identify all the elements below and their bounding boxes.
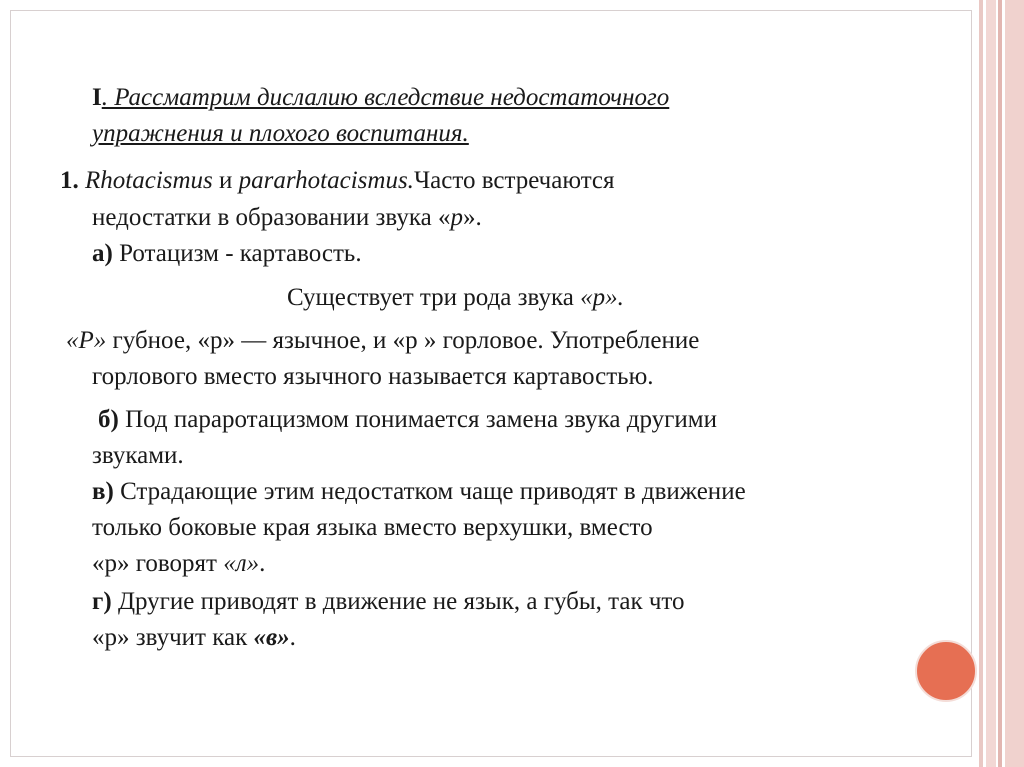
decor-stripe <box>986 0 996 767</box>
heading-text-1: . Рассматрим дислалию вследствие недостаточного <box>101 84 670 111</box>
item-g-text: Другие приводят в движение не язык, а губы, так что <box>111 588 685 615</box>
item-a-text: Ротацизм - картавость. <box>112 240 362 267</box>
centered-text: Существует три рода звука <box>287 284 581 311</box>
item-b-text: Под параротацизмом понимается замена звука другими <box>118 406 717 433</box>
p2-text-1: губное, «р» — язычное, и «р » горловое. Употребление <box>106 327 700 354</box>
p1-line-2c: ». <box>462 204 482 231</box>
p2-quote-r: «Р» <box>66 327 107 354</box>
item-v-line-3c: . <box>259 550 266 577</box>
item-v-marker: в) <box>92 478 114 505</box>
heading-numeral: I <box>92 84 102 111</box>
p2-line-2: горлового вместо язычного называется картавостью. <box>92 363 654 390</box>
item-b-line-2: звуками. <box>92 442 184 469</box>
p1-line-2a: недостатки в образовании звука « <box>92 204 451 231</box>
p1-line-1 <box>60 165 615 197</box>
decor-stripe <box>979 0 983 767</box>
item-v-line-3a: «р» говорят <box>92 550 224 577</box>
centered-line <box>287 282 624 314</box>
item-g-line-2c: . <box>289 624 296 651</box>
p1-term-rhotacismus: Rhotacismus <box>85 167 213 194</box>
p1-term-pararhotacismus: pararhotacismus. <box>238 167 414 194</box>
p1-and: и <box>212 167 239 194</box>
item-v-sound-l: «л» <box>223 550 260 577</box>
p1-rest: Часто встречаются <box>413 167 615 194</box>
p1-number: 1. <box>60 167 79 194</box>
item-v <box>92 476 746 508</box>
item-g-line-2a: «р» звучит как <box>92 624 254 651</box>
item-v-line-2: только боковые края языка вместо верхушки, вместо <box>92 514 653 541</box>
item-g <box>92 586 685 618</box>
item-g-line-2 <box>92 622 296 654</box>
item-a <box>92 238 362 270</box>
item-a-marker: а) <box>92 240 113 267</box>
decor-stripe <box>1005 0 1024 767</box>
item-b <box>98 404 717 436</box>
heading-line-1 <box>92 82 669 114</box>
item-b-marker: б) <box>98 406 119 433</box>
centered-sound: «р». <box>580 284 624 311</box>
item-v-line-3 <box>92 548 265 580</box>
decor-stripe <box>998 0 1002 767</box>
p2-line-1 <box>66 325 699 357</box>
heading-line-2: упражнения и плохого воспитания. <box>92 120 469 147</box>
item-v-text: Страдающие этим недостатком чаще приводят в движение <box>113 478 746 505</box>
item-g-sound-v: «в» <box>253 624 290 651</box>
p1-line-2 <box>92 202 482 234</box>
item-g-marker: г) <box>92 588 112 615</box>
p1-sound-r: р <box>450 204 463 231</box>
decor-circle <box>915 640 977 702</box>
